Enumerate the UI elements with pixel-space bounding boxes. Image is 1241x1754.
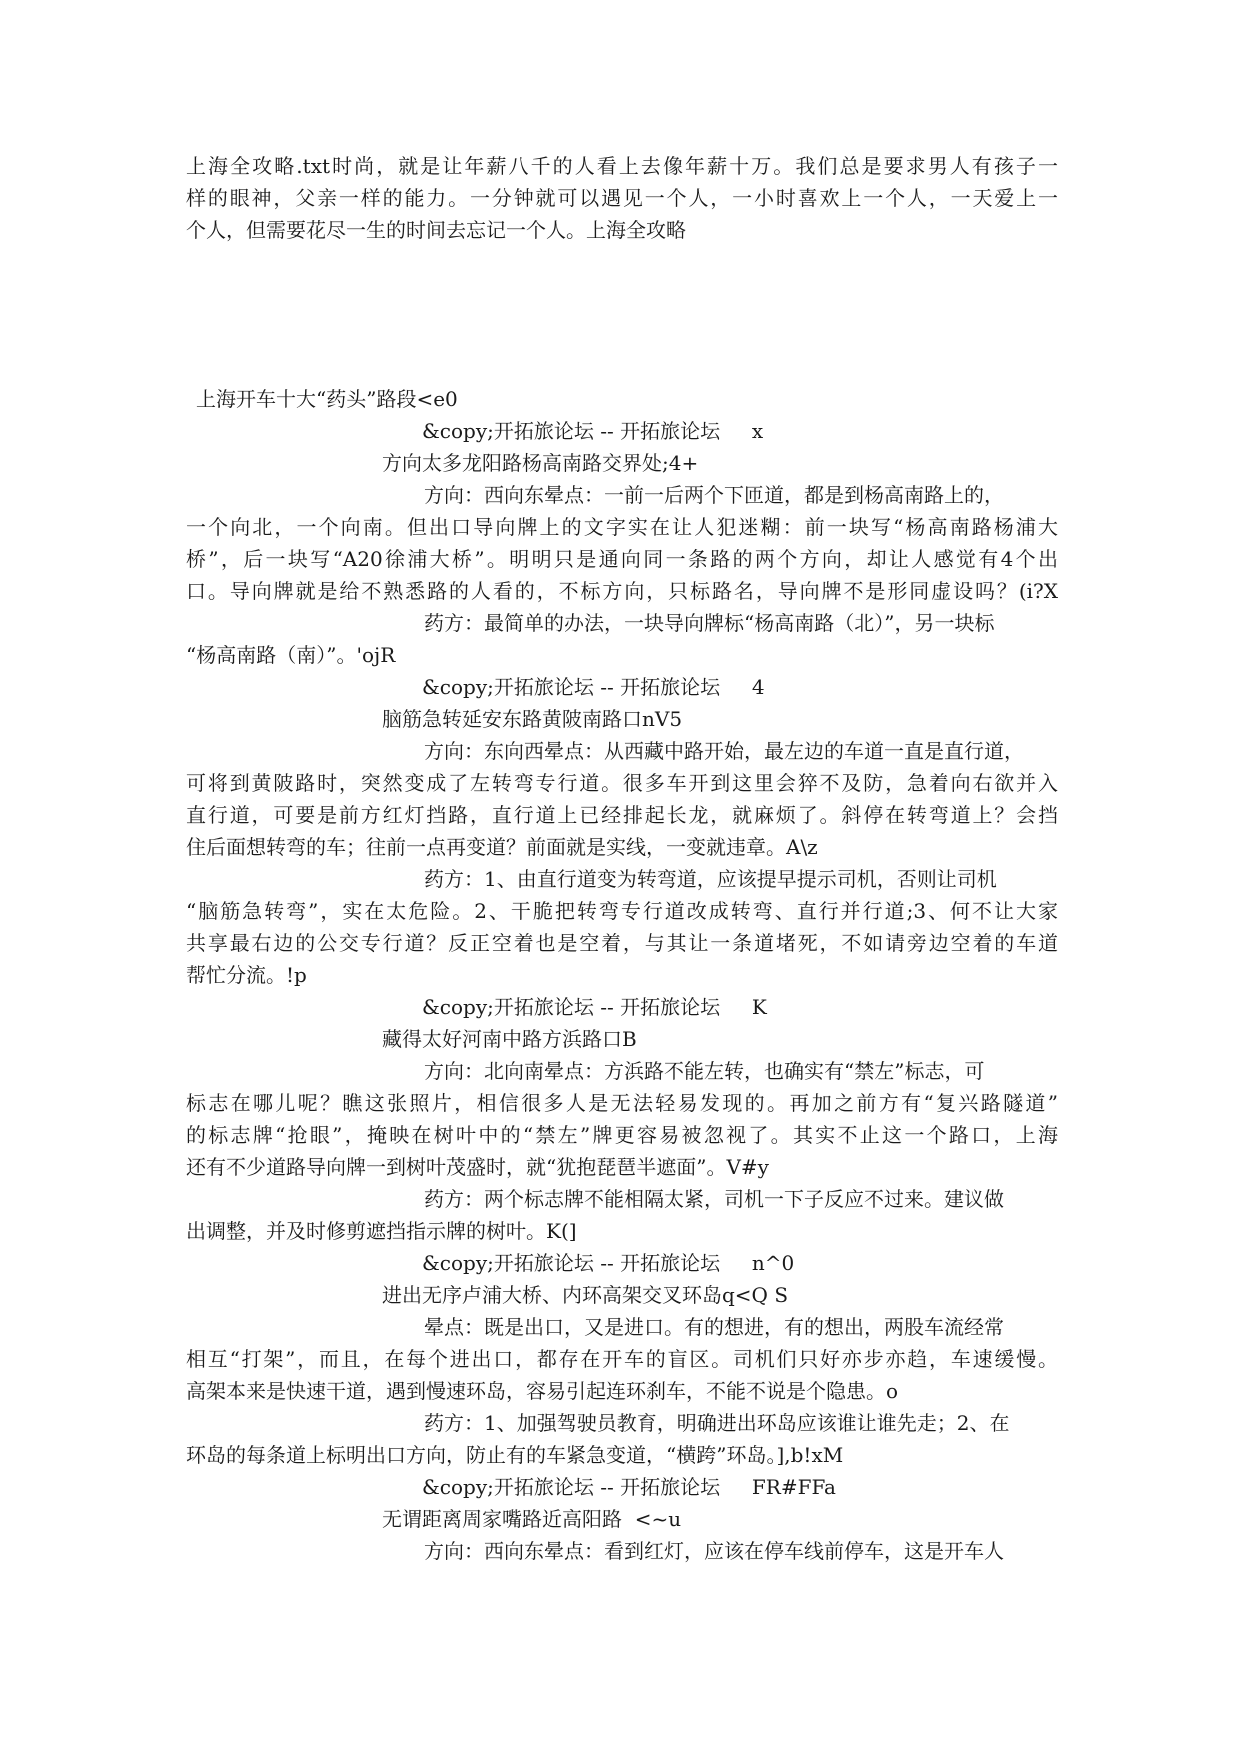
paragraph-line: 标志在哪儿呢？瞧这张照片，相信很多人是无法轻易发现的。再加之前方有“复兴路隧道” xyxy=(186,1091,1058,1115)
paragraph-line: 帮忙分流。!p xyxy=(186,963,307,987)
paragraph-line: 可将到黄陂路时，突然变成了左转弯专行道。很多车开到这里会猝不及防，急着向右欲并入 xyxy=(186,771,1058,795)
paragraph-line: “杨高南路（南）”。'ojR xyxy=(186,643,396,667)
article-title: 上海开车十大“药头”路段<e0 xyxy=(196,387,458,411)
copyright-line: &copy;开拓旅论坛 -- 开拓旅论坛 FR#FFa xyxy=(422,1475,836,1499)
section-heading: 脑筋急转延安东路黄陂南路口nV5 xyxy=(382,707,683,731)
section-heading: 进出无序卢浦大桥、内环高架交叉环岛q<Q S xyxy=(382,1283,789,1307)
paragraph-first-line: 方向：西向东晕点：一前一后两个下匝道，都是到杨高南路上的， xyxy=(424,483,1004,507)
copyright-line: &copy;开拓旅论坛 -- 开拓旅论坛 x xyxy=(422,419,764,443)
paragraph-first-line: 晕点：既是出口，又是进口。有的想进，有的想出，两股车流经常 xyxy=(424,1315,1004,1339)
remedy-first-line: 药方：1、由直行道变为转弯道，应该提早提示司机，否则让司机 xyxy=(424,867,997,891)
paragraph-line: 出调整，并及时修剪遮挡指示牌的树叶。K(] xyxy=(186,1219,577,1243)
paragraph-line: 高架本来是快速干道，遇到慢速环岛，容易引起连环刹车，不能不说是个隐患。o xyxy=(186,1379,899,1403)
section-heading: 方向太多龙阳路杨高南路交界处;4+ xyxy=(382,451,699,475)
paragraph-line: 一个向北，一个向南。但出口导向牌上的文字实在让人犯迷糊：前一块写“杨高南路杨浦大 xyxy=(186,515,1058,539)
remedy-first-line: 药方：两个标志牌不能相隔太紧，司机一下子反应不过来。建议做 xyxy=(424,1187,1004,1211)
paragraph-first-line: 方向：西向东晕点：看到红灯，应该在停车线前停车，这是开车人 xyxy=(424,1539,1004,1563)
paragraph-line: 的标志牌“抢眼”，掩映在树叶中的“禁左”牌更容易被忽视了。其实不止这一个路口，上海 xyxy=(186,1123,1058,1147)
paragraph-line: 共享最右边的公交专行道？反正空着也是空着，与其让一条道堵死，不如请旁边空着的车道 xyxy=(186,931,1058,955)
paragraph-line: 环岛的每条道上标明出口方向，防止有的车紧急变道，“横跨”环岛。],b!xM xyxy=(186,1443,844,1467)
paragraph-line: 口。导向牌就是给不熟悉路的人看的，不标方向，只标路名，导向牌不是形同虚设吗？(i?X xyxy=(186,579,1058,603)
remedy-first-line: 药方：1、加强驾驶员教育，明确进出环岛应该谁让谁先走；2、在 xyxy=(424,1411,1010,1435)
paragraph-line: 还有不少道路导向牌一到树叶茂盛时，就“犹抱琵琶半遮面”。V#y xyxy=(186,1155,769,1179)
remedy-first-line: 药方：最简单的办法，一块导向牌标“杨高南路（北）”，另一块标 xyxy=(424,611,995,635)
paragraph-line: “脑筋急转弯”，实在太危险。2、干脆把转弯专行道改成转弯、直行并行道;3、何不让大家 xyxy=(186,899,1058,923)
intro-line: 上海全攻略.txt时尚，就是让年薪八千的人看上去像年薪十万。我们总是要求男人有孩子一 xyxy=(186,154,1058,178)
copyright-line: &copy;开拓旅论坛 -- 开拓旅论坛 n^0 xyxy=(422,1251,795,1275)
intro-line: 样的眼神，父亲一样的能力。一分钟就可以遇见一个人，一小时喜欢上一个人，一天爱上一 xyxy=(186,186,1058,210)
paragraph-line: 桥”，后一块写“A20徐浦大桥”。明明只是通向同一条路的两个方向，却让人感觉有4个出 xyxy=(186,547,1058,571)
paragraph-line: 直行道，可要是前方红灯挡路，直行道上已经排起长龙，就麻烦了。斜停在转弯道上？会挡 xyxy=(186,803,1058,827)
section-heading: 藏得太好河南中路方浜路口B xyxy=(382,1027,637,1051)
section-heading: 无谓距离周家嘴路近高阳路 <~u xyxy=(382,1507,682,1531)
copyright-line: &copy;开拓旅论坛 -- 开拓旅论坛 K xyxy=(422,995,767,1019)
intro-line-last: 个人，但需要花尽一生的时间去忘记一个人。上海全攻略 xyxy=(186,218,686,242)
paragraph-line: 相互“打架”，而且，在每个进出口，都存在开车的盲区。司机们只好亦步亦趋，车速缓慢。 xyxy=(186,1347,1058,1371)
paragraph-first-line: 方向：东向西晕点：从西藏中路开始，最左边的车道一直是直行道， xyxy=(424,739,1024,763)
paragraph-first-line: 方向：北向南晕点：方浜路不能左转，也确实有“禁左”标志，可 xyxy=(424,1059,985,1083)
copyright-line: &copy;开拓旅论坛 -- 开拓旅论坛 4 xyxy=(422,675,765,699)
paragraph-line: 住后面想转弯的车；往前一点再变道？前面就是实线，一变就违章。A\z xyxy=(186,835,818,859)
